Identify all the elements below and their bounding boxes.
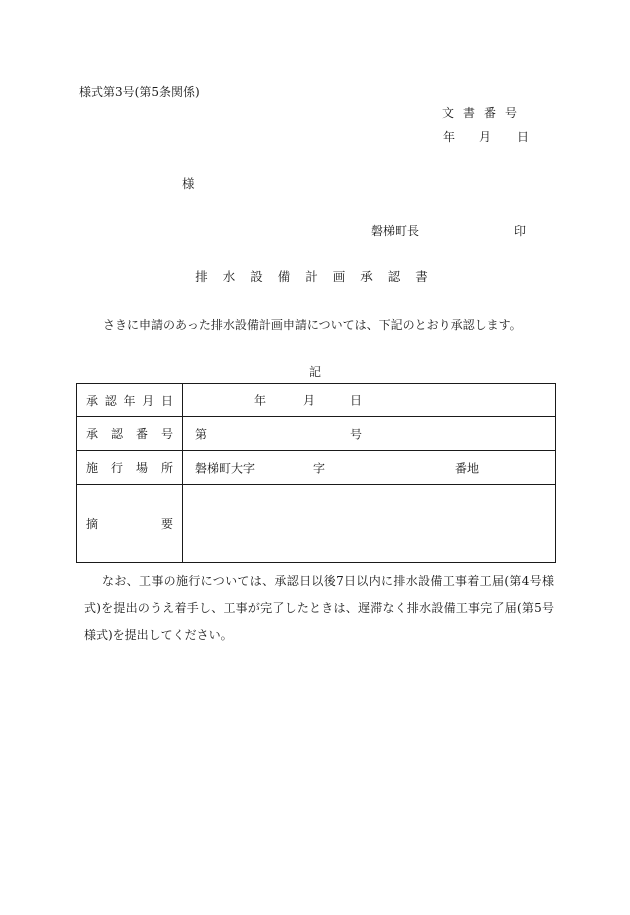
table-row-approval-date [77, 384, 556, 417]
label-approval-number [77, 417, 183, 451]
approval-day-label: 日 [350, 393, 363, 408]
issuer-name: 磐梯町長 [371, 224, 420, 238]
label-char: 承 [86, 393, 99, 408]
label-char: 日 [160, 393, 173, 408]
note-text: なお、工事の施行については、承認日以後7日以内に排水設備工事着工届(第4号様式)を提出のうえ着手し、工事が完了したときは、遅滞なく排水設備工事完了届(第5号様式)を提出してください。 [84, 574, 554, 642]
table-row-approval-number [77, 417, 556, 451]
label-char: 摘 [86, 517, 99, 531]
document-title: 排水設備計画承認書 [195, 269, 443, 284]
value-approval-date [183, 384, 556, 417]
site-aza-label: 字 [313, 461, 326, 475]
value-construction-site [183, 451, 556, 485]
label-char: 場 [135, 461, 148, 475]
approval-number-suffix: 号 [350, 427, 363, 441]
date-month-label: 月 [479, 130, 492, 144]
approval-month-label: 月 [303, 393, 316, 408]
label-text [86, 425, 173, 442]
recipient-suffix: 様 [182, 176, 195, 191]
label-approval-date [77, 384, 183, 417]
intro-text: さきに申請のあった排水設備計画申請については、下記のとおり承認します。 [103, 318, 522, 332]
label-text [86, 459, 173, 476]
table-row-construction-site [77, 451, 556, 485]
label-char: 年 [123, 393, 136, 408]
approval-table [76, 383, 556, 563]
label-construction-site [77, 451, 183, 485]
label-char: 施 [86, 461, 99, 475]
approval-number-prefix: 第 [195, 427, 208, 441]
value-approval-number [183, 417, 556, 451]
label-char: 認 [110, 427, 123, 441]
label-char: 承 [86, 427, 99, 441]
label-text [86, 515, 173, 532]
date-year-label: 年 [443, 130, 456, 144]
value-remarks [183, 485, 556, 563]
table-row-remarks [77, 485, 556, 563]
document-number-label: 文書番号 [441, 106, 526, 120]
ki-heading: 記 [308, 365, 321, 379]
label-char: 要 [160, 517, 173, 531]
label-char: 行 [110, 461, 123, 475]
label-char: 所 [160, 461, 173, 475]
label-char: 番 [135, 427, 148, 441]
site-banchi-label: 番地 [455, 461, 480, 475]
label-text [86, 392, 173, 409]
form-label: 様式第3号(第5条関係) [79, 85, 200, 99]
label-char: 号 [160, 427, 173, 441]
approval-year-label: 年 [254, 393, 267, 408]
seal-mark: 印 [514, 224, 527, 238]
label-char: 認 [104, 393, 117, 408]
site-oaza-label: 磐梯町大字 [195, 461, 256, 475]
label-remarks [77, 485, 183, 563]
label-char: 月 [142, 393, 155, 408]
date-day-label: 日 [517, 130, 530, 144]
